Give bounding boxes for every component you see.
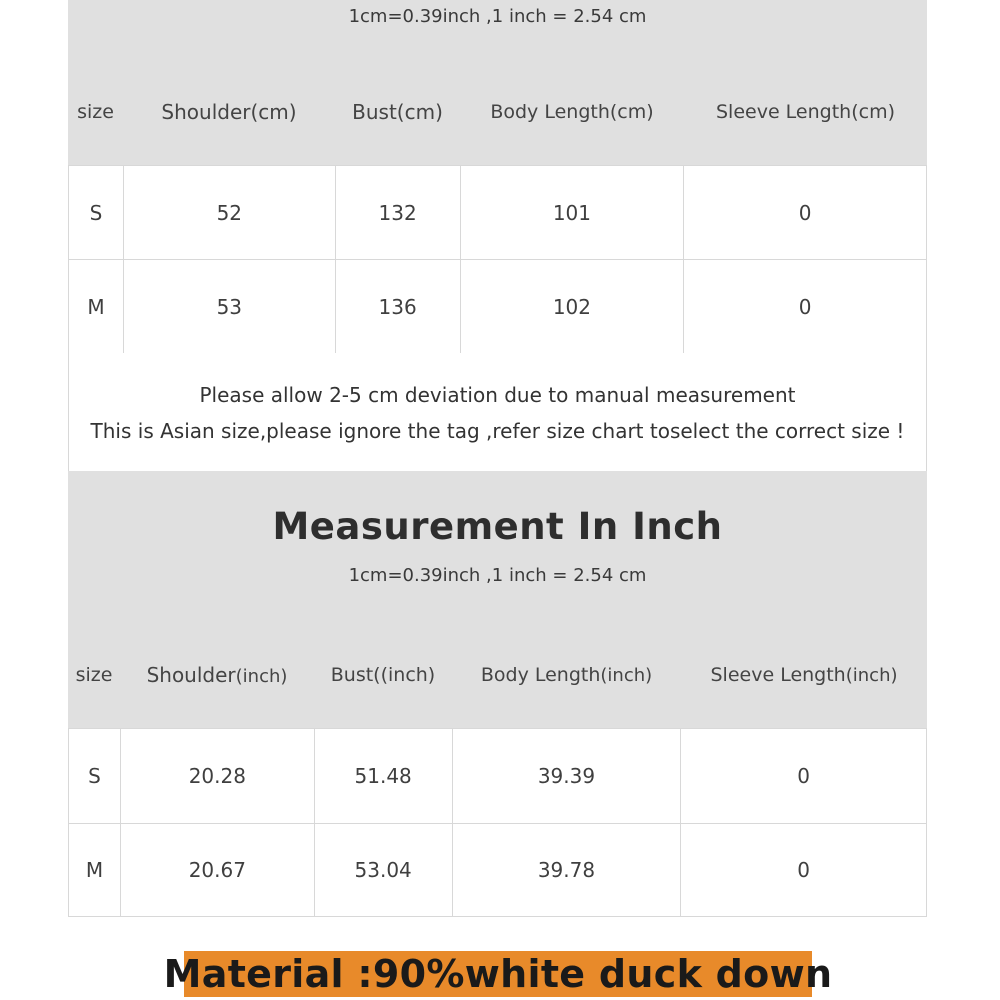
inch-cell-size: S [69,729,121,824]
inch-cell-bust: 51.48 [314,729,452,824]
inch-header-size: size [75,664,113,686]
inch-section-title: Measurement In Inch [272,505,723,548]
inch-header-shoulder-label: Shoulder [146,663,236,687]
cm-header-sleeve-length: Sleeve Length(cm) [715,101,895,123]
table-row [69,824,927,917]
cm-header-size: size [77,101,114,123]
inch-cell-bust: 53.04 [314,824,452,917]
cm-header-body-length: Body Length(cm) [490,101,654,123]
inch-header-body-length [452,664,681,686]
cm-header-row [68,82,927,142]
cm-header-shoulder: Shoulder(cm) [161,100,297,124]
table-row [69,729,927,824]
inch-header-shoulder [120,663,314,687]
inch-header-panel [68,471,927,728]
inch-header-sleeve-length-unit: (inch) [845,665,898,686]
inch-cell-sleeve-length: 0 [681,824,927,917]
inch-header-sleeve-length [681,664,927,686]
cm-cell-bust: 132 [335,166,460,260]
cm-cell-shoulder: 53 [123,260,335,354]
table-row [69,166,927,260]
cm-header-panel [68,0,927,165]
inch-header-row [68,645,927,705]
cm-conversion-note: 1cm=0.39inch ,1 inch = 2.54 cm [348,6,647,27]
measurement-notes [68,353,927,471]
cm-cell-body-length: 101 [460,166,684,260]
cm-cell-bust: 136 [335,260,460,354]
cm-cell-shoulder: 52 [123,166,335,260]
cm-cell-sleeve-length: 0 [684,260,927,354]
cm-cell-sleeve-length: 0 [684,166,927,260]
inch-cell-size: M [69,824,121,917]
inch-size-table [68,728,927,917]
inch-header-body-length-unit: (inch) [600,665,653,686]
asian-size-note: This is Asian size,please ignore the tag ,refer size chart toselect the correct size ! [90,419,905,443]
inch-cell-shoulder: 20.67 [120,824,314,917]
table-row [69,260,927,354]
cm-size-table [68,165,927,354]
inch-header-sleeve-length-label: Sleeve Length [710,664,846,686]
inch-cell-sleeve-length: 0 [681,729,927,824]
inch-header-body-length-label: Body Length [480,664,601,686]
inch-conversion-note: 1cm=0.39inch ,1 inch = 2.54 cm [348,565,647,586]
material-banner: Material :90%white duck down [163,952,833,996]
cm-cell-size: M [69,260,124,354]
inch-cell-body-length: 39.78 [452,824,681,917]
cm-cell-size: S [69,166,124,260]
inch-cell-shoulder: 20.28 [120,729,314,824]
inch-header-shoulder-unit: (inch) [235,666,288,687]
cm-cell-body-length: 102 [460,260,684,354]
inch-header-bust: Bust((inch) [330,664,436,686]
cm-header-bust: Bust(cm) [352,100,443,124]
inch-cell-body-length: 39.39 [452,729,681,824]
deviation-note: Please allow 2-5 cm deviation due to manual measurement [199,383,796,407]
